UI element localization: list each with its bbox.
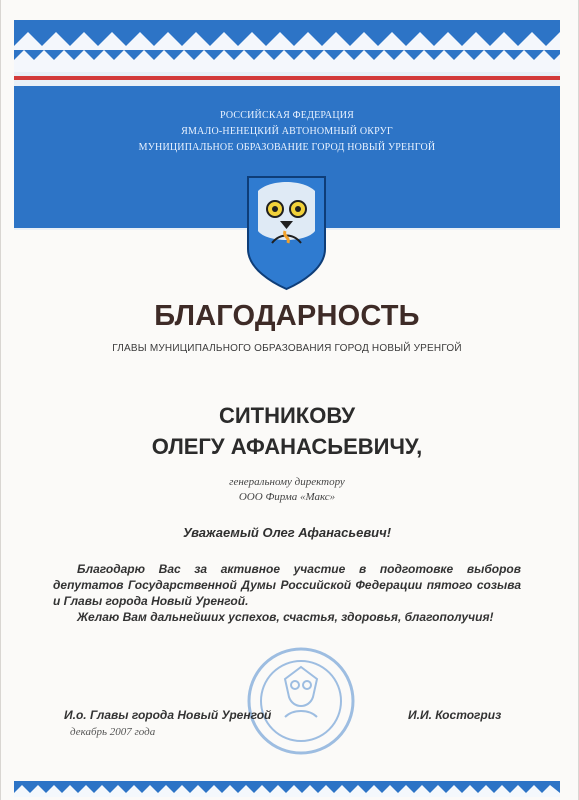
header-line-2: ЯМАЛО-НЕНЕЦКИЙ АВТОНОМНЫЙ ОКРУГ	[181, 126, 393, 137]
greeting: Уважаемый Олег Афанасьевич!	[182, 525, 392, 540]
recipient-position-line-1: генеральному директору	[229, 476, 345, 488]
signature-person: И.И. Костогриз	[408, 708, 502, 722]
recipient-name: ОЛЕГУ АФАНАСЬЕВИЧУ,	[151, 434, 423, 459]
header-lines	[14, 108, 560, 156]
ornament-band-top	[14, 20, 560, 72]
recipient-position-line-2: ООО Фирма «Макс»	[238, 491, 336, 503]
document-title: БЛАГОДАРНОСТЬ	[154, 300, 420, 332]
header-line-1: РОССИЙСКАЯ ФЕДЕРАЦИЯ	[219, 110, 355, 121]
signature-role: И.о. Главы города Новый Уренгой	[64, 708, 272, 722]
red-stripe	[14, 76, 560, 80]
ornament-band-bottom	[14, 781, 560, 797]
coat-of-arms-icon	[240, 171, 333, 291]
body-text	[53, 561, 521, 625]
seal-icon	[245, 645, 357, 757]
header-line-3: МУНИЦИПАЛЬНОЕ ОБРАЗОВАНИЕ ГОРОД НОВЫЙ УРЕНГОЙ	[138, 142, 436, 153]
body-paragraph-1: Благодарю Вас за активное участие в подготовке выборов депутатов Государственной Думы Российской Федерации пятого созыва и Главы города Новый Уренгой.	[53, 562, 521, 608]
signature-date: декабрь 2007 года	[70, 726, 156, 738]
body-paragraph-2: Желаю Вам дальнейших успехов, счастья, здоровья, благополучия!	[77, 610, 494, 624]
document-subtitle: ГЛАВЫ МУНИЦИПАЛЬНОГО ОБРАЗОВАНИЯ ГОРОД НОВЫЙ УРЕНГОЙ	[112, 343, 462, 354]
recipient-surname: СИТНИКОВУ	[218, 403, 356, 428]
